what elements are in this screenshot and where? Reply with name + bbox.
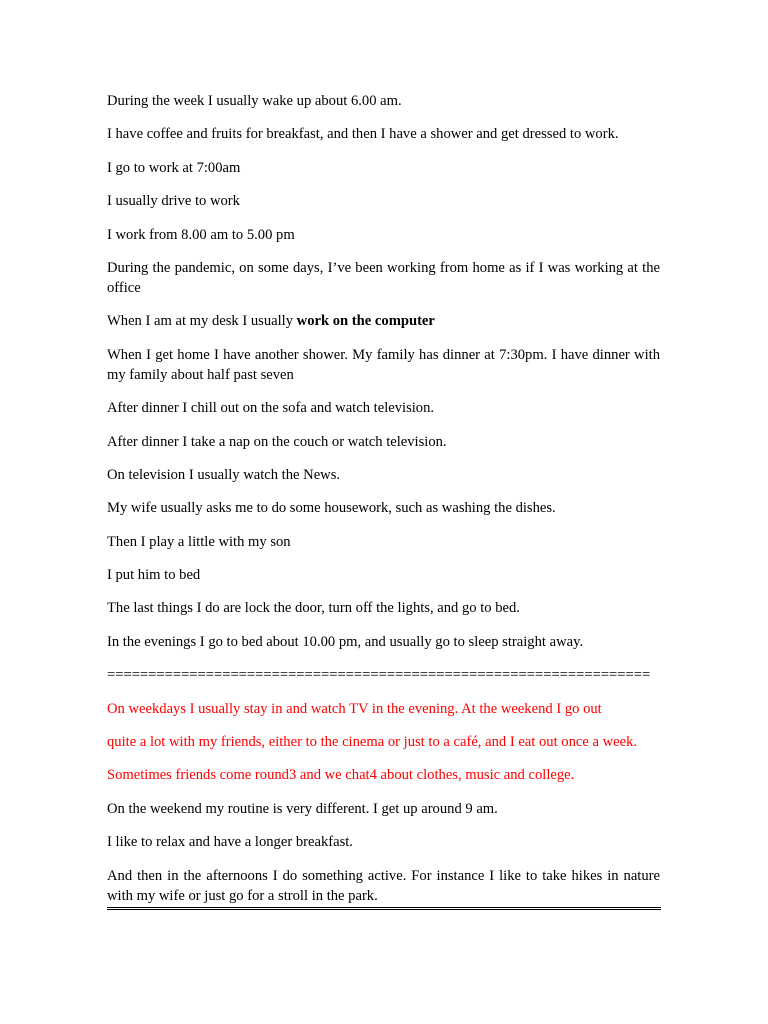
paragraph-desk-bold: work on the computer <box>296 313 435 330</box>
separator-line: ================================================================== <box>107 667 651 684</box>
red-paragraph-chat: Sometimes friends come round3 and we chat4 about clothes, music and college. <box>107 767 575 784</box>
document-page <box>107 91 660 910</box>
paragraph-housework: My wife usually asks me to do some housework, such as washing the dishes. <box>107 500 556 517</box>
paragraph-play-son: Then I play a little with my son <box>107 533 291 550</box>
paragraph-chill-out: After dinner I chill out on the sofa and watch television. <box>107 400 435 417</box>
paragraph-wake-up: During the week I usually wake up about 6.00 am. <box>107 93 402 109</box>
red-paragraph-weekdays: On weekdays I usually stay in and watch TV in the evening. At the weekend I go out <box>107 700 602 717</box>
paragraph-breakfast: I have coffee and fruits for breakfast, and then I have a shower and get dressed to work. <box>107 126 619 143</box>
paragraph-last-things: The last things I do are lock the door, turn off the lights, and go to bed. <box>107 600 520 617</box>
paragraph-relax: I like to relax and have a longer breakfast. <box>107 834 353 851</box>
paragraph-get-home: When I get home I have another shower. My family has dinner at 7:30pm. I have dinner with my family about half past seven <box>107 346 660 383</box>
red-paragraph-friends: quite a lot with my friends, either to the cinema or just to a café, and I eat out once a week. <box>107 734 638 751</box>
paragraph-afternoons: And then in the afternoons I do something active. For instance I like to take hikes in nature with my wife or just go for a stroll in the park. <box>107 867 660 904</box>
paragraph-go-to-work: I go to work at 7:00am <box>107 159 241 176</box>
paragraph-put-to-bed: I put him to bed <box>107 567 201 584</box>
paragraph-television: On television I usually watch the News. <box>107 466 341 483</box>
paragraph-evenings: In the evenings I go to bed about 10.00 pm, and usually go to sleep straight away. <box>107 633 584 650</box>
double-underline-rule <box>107 907 661 910</box>
paragraph-desk-text: When I am at my desk I usually <box>107 313 297 330</box>
paragraph-nap: After dinner I take a nap on the couch or watch television. <box>107 433 447 450</box>
paragraph-weekend-routine: On the weekend my routine is very different. I get up around 9 am. <box>107 800 498 817</box>
paragraph-work-hours: I work from 8.00 am to 5.00 pm <box>107 226 295 243</box>
paragraph-drive: I usually drive to work <box>107 193 240 210</box>
paragraph-pandemic: During the pandemic, on some days, I’ve been working from home as if I was working at the office <box>107 259 660 296</box>
paragraph-desk <box>107 311 660 331</box>
